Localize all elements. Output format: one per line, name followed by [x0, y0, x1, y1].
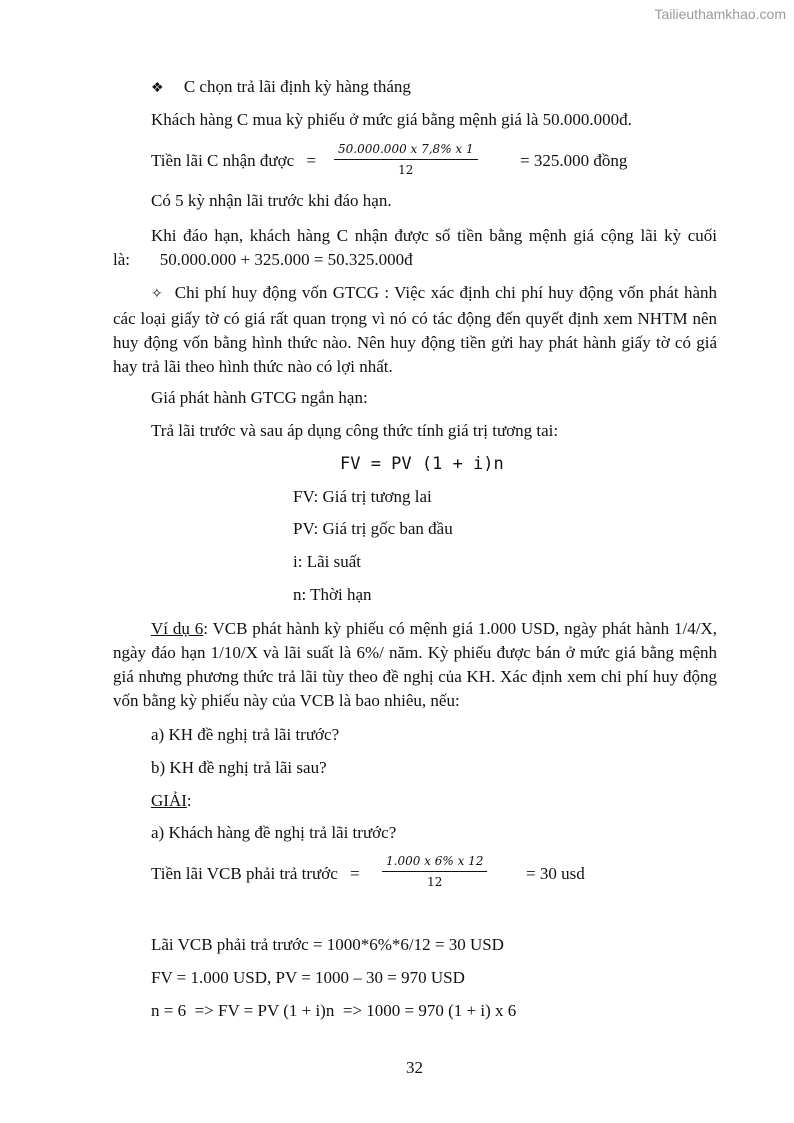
definition-fv: FV: Giá trị tương lai: [293, 487, 432, 506]
example-interest-label: Tiền lãi VCB phải trả trước =: [151, 864, 360, 883]
section-c-interest-fraction: [334, 142, 478, 177]
section-c-periods: Có 5 kỳ nhận lãi trước khi đáo hạn.: [151, 191, 392, 210]
solution-heading: GIẢI:: [151, 791, 192, 810]
example-interest-fraction: [382, 854, 487, 889]
answer-a: a) Khách hàng đề nghị trả lãi trước?: [151, 823, 397, 842]
fraction-denominator: 12: [398, 163, 414, 177]
section-c-heading-row: [151, 77, 411, 99]
definition-i: i: Lãi suất: [293, 552, 361, 571]
line-n: n = 6 => FV = PV (1 + i)n => 1000 = 970 (1 + i) x 6: [151, 1001, 517, 1020]
short-term-heading: Giá phát hành GTCG ngắn hạn:: [151, 388, 368, 407]
question-a: a) KH đề nghị trả lãi trước?: [151, 725, 340, 744]
example-label: Ví dụ 6: [151, 619, 204, 638]
page-number: 32: [406, 1058, 423, 1077]
fv-formula: FV = PV (1 + i)n: [340, 454, 504, 474]
bullet-outline-diamond-icon: ✧: [151, 287, 163, 302]
section-c-heading: C chọn trả lãi định kỳ hàng tháng: [183, 77, 411, 96]
section-c-maturity: Khi đáo hạn, khách hàng C nhận được số tiền bằng mệnh giá cộng lãi kỳ cuối là: 50.000.000 + 325.000 = 50.325.000đ: [113, 226, 717, 269]
example-interest-result: = 30 usd: [526, 864, 585, 883]
bullet-diamond-icon: ❖: [151, 81, 164, 96]
section-c-line1: Khách hàng C mua kỳ phiếu ở mức giá bằng mệnh giá là 50.000.000đ.: [151, 110, 632, 129]
definition-n: n: Thời hạn: [293, 585, 372, 604]
line-fv: FV = 1.000 USD, PV = 1000 – 30 = 970 USD: [151, 968, 465, 987]
cost-paragraph: ✧ Chi phí huy động vốn GTCG : Việc xác định chi phí huy động vốn phát hành các loại giấy tờ có giá rất quan trọng vì nó có tác động đến quyết định xem NHTM nên huy động vốn bằng hình thức nào. Nên huy động tiền gửi hay phát hành giấy tờ có giá hay trả lãi theo hình thức nào có lợi nhất.: [113, 283, 717, 376]
question-b: b) KH đề nghị trả lãi sau?: [151, 758, 327, 777]
fraction-numerator: 1.000 x 6% x 12: [382, 854, 487, 872]
fraction-numerator: 50.000.000 x 7,8% x 1: [334, 142, 478, 160]
section-c-interest-label: Tiền lãi C nhận được =: [151, 151, 317, 170]
line-interest: Lãi VCB phải trả trước = 1000*6%*6/12 = 30 USD: [151, 935, 504, 954]
definition-pv: PV: Giá trị gốc ban đầu: [293, 519, 453, 538]
watermark: Tailieuthamkhao.com: [654, 6, 786, 22]
section-c-interest-result: = 325.000 đồng: [520, 151, 628, 170]
fraction-denominator: 12: [427, 875, 443, 889]
formula-intro: Trả lãi trước và sau áp dụng công thức tính giá trị tương tai:: [151, 421, 559, 440]
example-paragraph: Ví dụ 6: VCB phát hành kỳ phiếu có mệnh giá 1.000 USD, ngày phát hành 1/4/X, ngày đáo hạn 1/10/X và lãi suất là 6%/ năm. Kỳ phiếu được bán ở mức giá bằng mệnh giá nhưng phương thức trả lãi tùy theo đề nghị của KH. Xác định xem chi phí huy động vốn bằng kỳ phiếu này của VCB là bao nhiêu, nếu:: [113, 619, 717, 710]
